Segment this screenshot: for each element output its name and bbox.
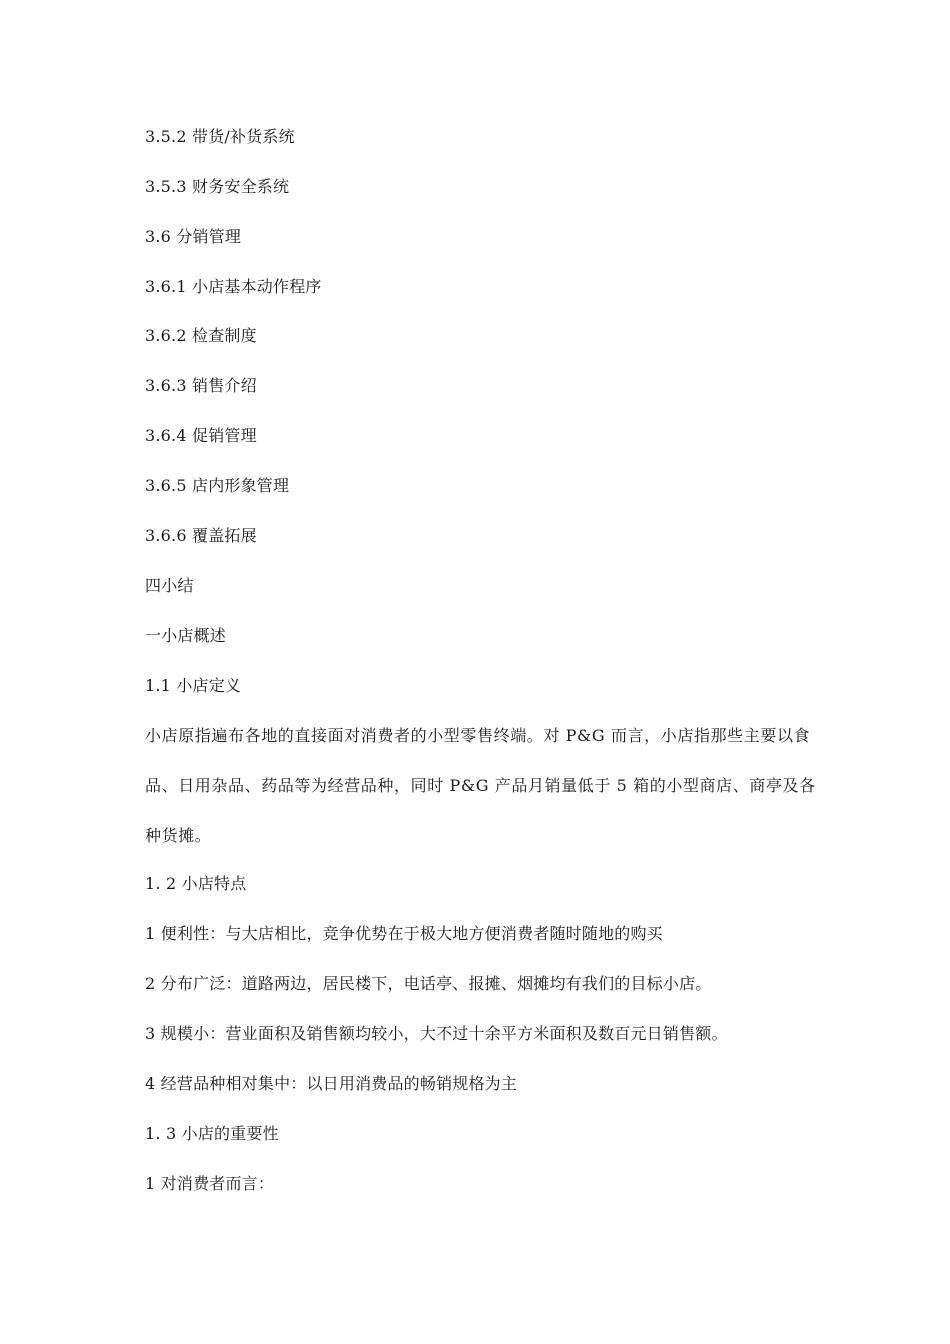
toc-line-3-5-3: 3.5.3 财务安全系统 [145, 177, 290, 196]
toc-line-3-6-2: 3.6.2 检查制度 [145, 326, 257, 345]
toc-line-summary: 四小结 [145, 576, 194, 595]
paragraph-line: 种货摊。 [145, 826, 212, 845]
definition-paragraph [145, 711, 816, 861]
feature-scale: 3 规模小：营业面积及销售额均较小，大不过十余平方米面积及数百元日销售额。 [145, 1024, 728, 1043]
feature-convenience: 1 便利性：与大店相比，竞争优势在于极大地方便消费者随时随地的购买 [145, 924, 663, 943]
toc-line-3-6-5: 3.6.5 店内形象管理 [145, 476, 290, 495]
toc-line-3-5-2: 3.5.2 带货/补货系统 [145, 127, 295, 146]
feature-distribution: 2 分布广泛：道路两边，居民楼下，电话亭、报摊、烟摊均有我们的目标小店。 [145, 974, 712, 993]
toc-line-3-6: 3.6 分销管理 [145, 227, 242, 246]
feature-product-range: 4 经营品种相对集中：以日用消费品的畅销规格为主 [145, 1074, 518, 1093]
section-heading-definition: 1.1 小店定义 [145, 676, 242, 695]
section-heading-overview: 一小店概述 [145, 626, 227, 645]
toc-line-3-6-1: 3.6.1 小店基本动作程序 [145, 277, 322, 296]
section-heading-importance: 1. 3 小店的重要性 [145, 1124, 279, 1143]
paragraph-line: 小店原指遍布各地的直接面对消费者的小型零售终端。对 P&G 而言，小店指那些主要以食 [145, 726, 811, 745]
section-heading-features: 1. 2 小店特点 [145, 874, 247, 893]
toc-line-3-6-4: 3.6.4 促销管理 [145, 426, 257, 445]
toc-line-3-6-6: 3.6.6 覆盖拓展 [145, 526, 257, 545]
importance-consumer: 1 对消费者而言： [145, 1174, 275, 1193]
toc-line-3-6-3: 3.6.3 销售介绍 [145, 376, 257, 395]
paragraph-line: 品、日用杂品、药品等为经营品种，同时 P&G 产品月销量低于 5 箱的小型商店、商亭及各 [145, 776, 816, 795]
